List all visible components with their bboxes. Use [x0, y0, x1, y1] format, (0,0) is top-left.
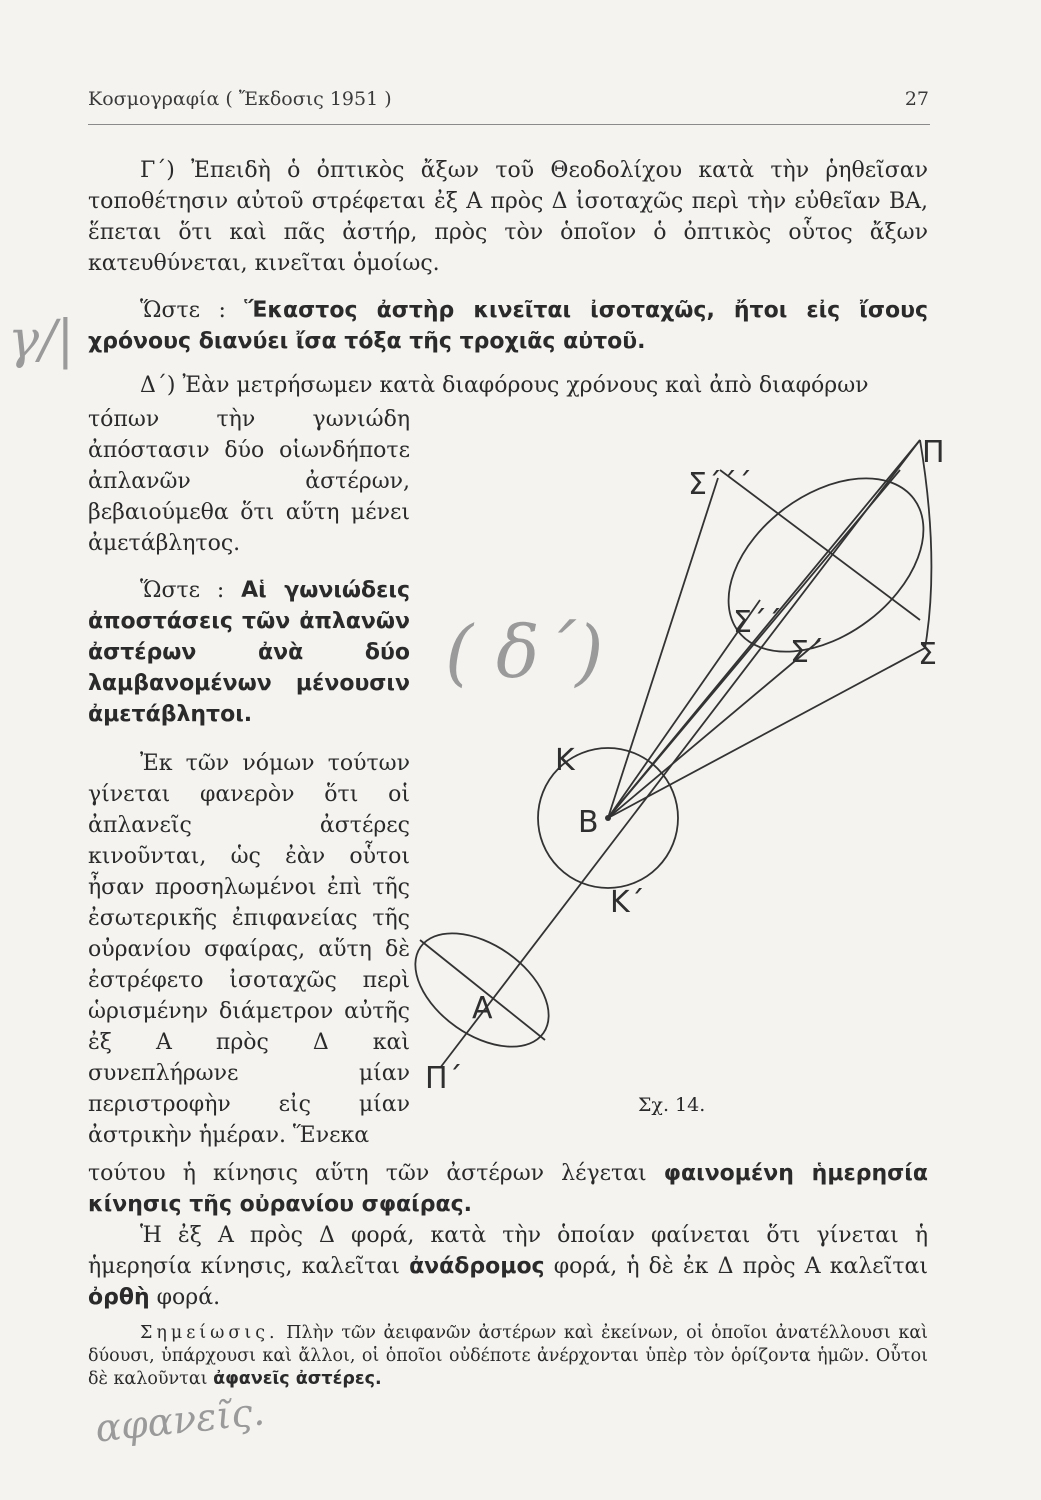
label-P: Π — [922, 435, 945, 470]
footnote-label: Σημείωσις. — [140, 1323, 279, 1343]
footnote-text: Πλὴν τῶν ἀειφανῶν ἀστέρων καὶ ἐκείνων, οἱ ὁποῖοι ἀνατέλλουσι καὶ δύουσι, ὑπάρχουσι καὶ ἄλλοι, οἱ ὁποῖοι οὐδέποτε ἀνέρχονται ὑπὲρ τὸν ὁρίζοντα ἡμῶν. Οὗτοι δὲ καλοῦνται — [88, 1323, 928, 1389]
laws-text: τούτου ἡ κίνησις αὕτη τῶν ἀστέρων λέγεται — [88, 1161, 664, 1186]
direction-text-1: Ἡ ἐξ Α πρὸς Δ φορά, κατὰ τὴν ὁποίαν φαίνεται ὅτι γίνεται ἡ ἡμερησία κίνησις, καλεῖται — [88, 1223, 928, 1279]
label-S1: Σ΄ — [790, 635, 824, 670]
page-number: 27 — [904, 88, 929, 110]
polar-axis — [440, 440, 920, 1068]
paragraph-delta-column: τόπων τὴν γωνιώδη ἀπόστασιν δύο οἱωνδήποτε ἀπλανῶν ἀστέρων, βεβαιούμεθα ὅτι αὕτη μένει ἀμετάβλητος. — [88, 407, 410, 556]
book-title: Κοσμογραφία ( Ἔκδοσις 1951 ) — [88, 88, 392, 110]
direction-text-3: φορά. — [149, 1285, 221, 1310]
handwritten-margin-left: γ/| — [8, 310, 75, 370]
cone-line-2 — [608, 470, 900, 818]
label-A: Α — [472, 991, 493, 1026]
direction-bold-1: ἀνάδρομος — [409, 1254, 545, 1279]
label-K: Κ — [555, 743, 575, 778]
label-P-prime: Π΄ — [425, 1061, 463, 1096]
direction-text-2: φορά, ἡ δὲ ἐκ Δ πρὸς Α καλεῖται — [544, 1254, 928, 1279]
conclusion-1-lead: Ὥστε : — [140, 298, 245, 323]
conclusion-1-bold: Ἕκαστος ἀστὴρ κινεῖται ἰσοταχῶς, ἤτοι εἰς ἴσους χρόνους διανύει ἴσα τόξα τῆς τροχιᾶς αὐτοῦ. — [88, 298, 929, 354]
conclusion-2-lead: Ὥστε : — [140, 578, 242, 603]
label-K-prime: Κ΄ — [610, 885, 645, 920]
handwritten-bottom-left: αφανεῖς. — [93, 1389, 267, 1451]
direction-bold-2: ὀρθὴ — [88, 1285, 150, 1310]
paragraph-laws-column: Ἐκ τῶν νόμων τούτων γίνεται φανερὸν ὅτι οἱ ἀπλανεῖς ἀστέρες κινοῦνται, ὡς ἐὰν οὗτοι ἦσαν προσηλωμένοι ἐπὶ τῆς ἐσωτερικῆς ἐπιφανείας τῆς οὐρανίου σφαίρας, αὕτη δὲ ἐστρέφετο ἰσοταχῶς περὶ ὡρισμένην διάμετρον αὐτῆς ἐξ Α πρὸς Δ καὶ συνεπλήρωνε μίαν περιστροφὴν εἰς μίαν ἀστρικὴν ἡμέραν. Ἕνεκα — [88, 751, 410, 1148]
label-S3: Σ΄΄΄ — [688, 467, 752, 502]
conclusion-2-bold: Αἱ γωνιώδεις ἀποστάσεις τῶν ἀπλανῶν ἀστέρων ἀνὰ δύο λαμβανομένων μένουσιν ἀμετάβλητοι. — [88, 578, 410, 727]
label-S2: Σ΄΄ — [733, 605, 782, 640]
label-S: Σ — [918, 637, 937, 672]
paragraph-gamma: Γ΄) Ἐπειδὴ ὁ ὀπτικὸς ἄξων τοῦ Θεοδολίχου κατὰ τὴν ῥηθεῖσαν τοποθέτησιν αὐτοῦ στρέφεται ἐξ Α πρὸς Δ ἰσοταχῶς περὶ τὴν εὐθεῖαν ΒΑ, ἕπεται ὅτι καὶ πᾶς ἀστήρ, πρὸς τὸν ὁποῖον ὁ ὀπτικὸς οὗτος ἄξων κατευθύνεται, κινεῖται ὁμοίως. — [88, 158, 928, 276]
paragraph-delta-first-line: Δ΄) Ἐὰν μετρήσωμεν κατὰ διαφόρους χρόνους καὶ ἀπὸ διαφόρων — [140, 373, 869, 398]
handwritten-margin-mid: ( δ΄) — [445, 610, 604, 694]
figure-caption: Σχ. 14. — [638, 1094, 706, 1116]
footnote-bold: ἀφανεῖς ἀστέρες. — [213, 1369, 382, 1389]
laws-bold: φαινομένη ἡμερησία κίνησις τῆς οὐρανίου σφαίρας. — [88, 1161, 928, 1217]
center-point-B — [605, 815, 611, 821]
label-B: Β — [578, 805, 599, 840]
